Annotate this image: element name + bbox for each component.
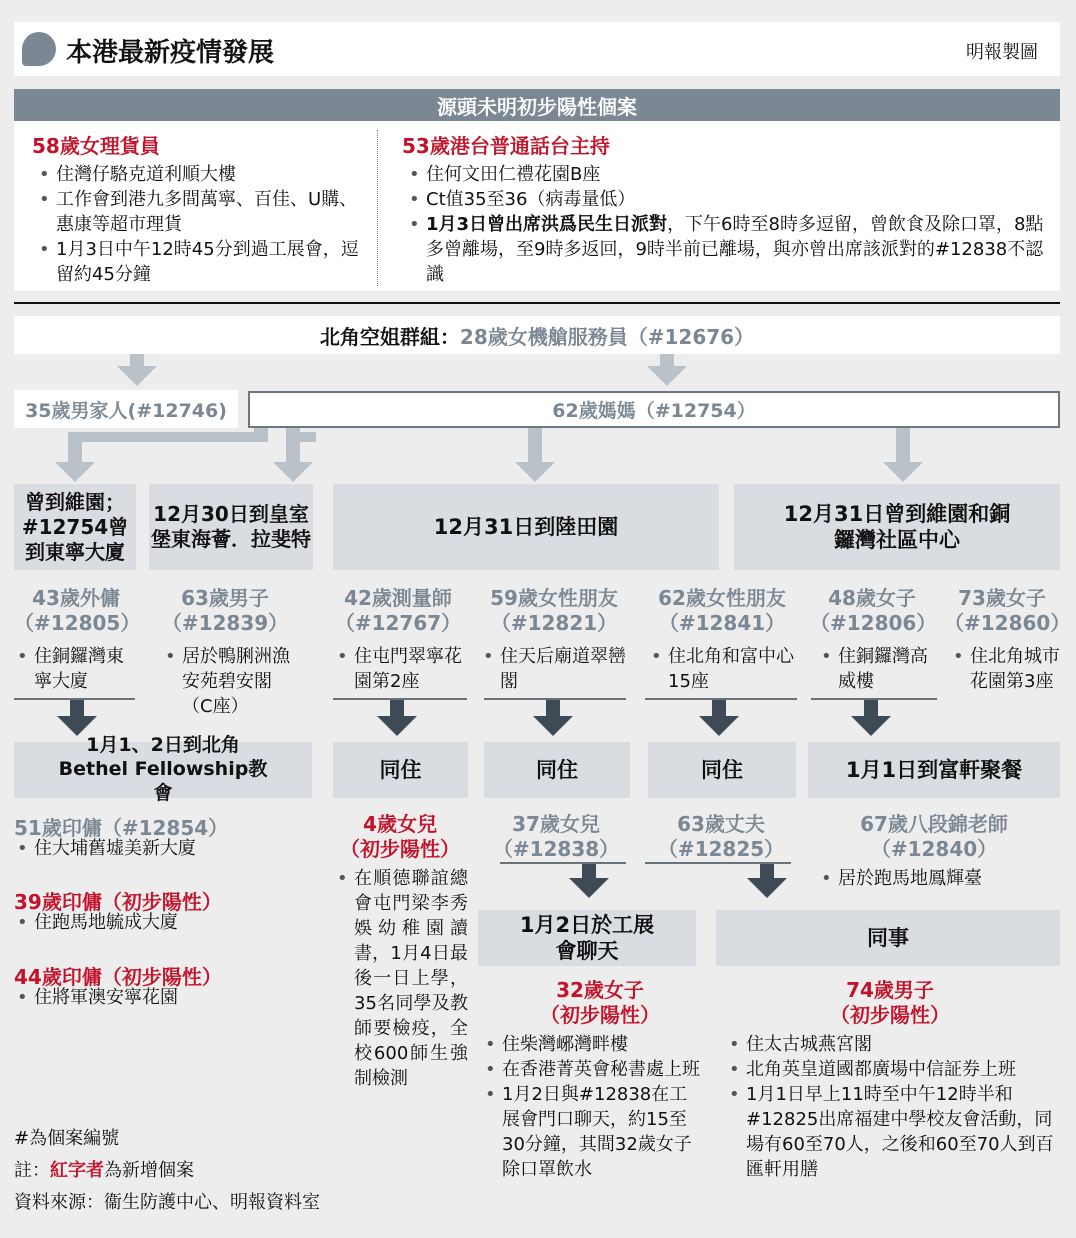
arrow-head [117, 366, 157, 386]
connector-line [390, 700, 404, 718]
bullet-rest: ，下午6時至8時多逗留，曾飲食及除口罩，8點多曾離場，至9時多返回，9時半前已離場，與亦曾出席該派對的#12838不認識 [426, 214, 1044, 285]
footer-legend [14, 1156, 194, 1182]
bullet: • 1月3日中午12時45分到過工展會，逗留約45分鐘 [36, 237, 366, 287]
arrow-head [647, 366, 687, 386]
case-card [160, 586, 290, 636]
note: • 居於鴨脷洲漁安苑碧安閣（C座） [162, 644, 290, 719]
note: • 住銅鑼灣東寧大廈 [14, 644, 136, 694]
connector-line [712, 700, 726, 718]
note: • 住銅鑼灣高威樓 [818, 644, 934, 694]
teacher-id: （#12840） [870, 837, 998, 861]
footer-note: #為個案編號 [14, 1128, 120, 1149]
case-name: 43歲外傭 [32, 586, 120, 610]
connector-line [864, 700, 878, 718]
connector-line [760, 864, 774, 880]
teacher-note [818, 866, 1058, 891]
woman32-card [480, 978, 720, 1028]
daughter4-status: （初步陽性） [340, 837, 460, 861]
speech-bubble-icon [22, 32, 56, 66]
husband63-card [648, 812, 794, 862]
connector-line [896, 428, 910, 464]
live-label: 同住 [379, 757, 422, 782]
connector-line [528, 428, 542, 464]
daughter37-name: 37歲女兒 [512, 812, 600, 836]
arrow-head [569, 878, 609, 898]
daughter37-id: （#12838） [492, 837, 620, 861]
case-id: （#12821） [490, 611, 618, 635]
bullet: • 1月1日早上11時至中午12時半和#12825出席福建中學校友會活動，同場有60至70人，之後和60至70人到百匯軒用膳 [726, 1082, 1060, 1182]
banner-text: 源頭未明初步陽性個案 [437, 94, 637, 119]
daughter37-card [486, 812, 626, 862]
daughter4-note [334, 866, 468, 1091]
dinner-box [808, 742, 1060, 798]
arrow-head [377, 716, 417, 736]
case-name: 73歲女子 [958, 586, 1046, 610]
case-note [334, 644, 462, 694]
case-id: （#12839） [161, 611, 289, 635]
page-title: 本港最新疫情發展 [66, 38, 275, 68]
cluster-bar [14, 316, 1060, 354]
arrow-head [55, 462, 95, 482]
husband-label: 35歲男家人(#12746) [25, 399, 227, 422]
case-bullets [36, 162, 366, 287]
case-bullets [406, 162, 1048, 287]
woman32-status: （初步陽性） [540, 1003, 660, 1027]
husband63-id: （#12825） [657, 837, 785, 861]
connector-line [68, 432, 268, 442]
dotted-divider [377, 130, 378, 286]
legend-red: 紅字者 [50, 1160, 104, 1181]
note: • 住跑馬地毓成大廈 [14, 910, 314, 935]
dinner-label: 1月1日到富軒聚餐 [845, 757, 1023, 782]
venue-box [14, 484, 136, 570]
case-id: （#12841） [658, 611, 786, 635]
woman32-bullets [482, 1032, 700, 1182]
mother-case [248, 391, 1060, 428]
church-case-name: 44歲印傭（初步陽性） [14, 965, 222, 989]
live-label: 同住 [701, 757, 743, 782]
teacher-card [808, 812, 1060, 862]
church-case-note [14, 985, 314, 1010]
case-id: （#12806） [810, 611, 937, 635]
note: • 在順德聯誼總會屯門梁李秀娛幼稚園讀書，1月4日最後一日上學，35名同學及教師要檢疫，全校600師生強制檢測 [334, 866, 468, 1091]
church-case-name: 51歲印傭（#12854） [14, 816, 229, 840]
case-card [334, 586, 462, 636]
case-name: 48歲女子 [828, 586, 916, 610]
live-together-box [333, 742, 468, 798]
case-card [14, 586, 141, 636]
connector-line [286, 432, 300, 464]
case-card [478, 586, 630, 636]
section-divider [14, 302, 1060, 304]
expo-label: 1月2日於工展會聊天 [519, 912, 655, 963]
footer-source: 資料來源：衞生防護中心、明報資料室 [14, 1192, 320, 1213]
bullet: • 在香港菁英會秘書處上班 [482, 1057, 700, 1082]
church-box [14, 734, 312, 804]
case-id: （#12860） [944, 611, 1071, 635]
case-note [950, 644, 1060, 694]
note: • 住北角城市花園第3座 [950, 644, 1060, 694]
venue-box [149, 484, 313, 570]
case-title: 58歲女理貨員 [32, 134, 160, 158]
venue-label: 12月31日曾到維園和銅鑼灣社區中心 [783, 501, 1011, 552]
bullet: • 1月2日與#12838在工展會門口聊天，約15至30分鐘，其間32歲女子除口罩飲水 [482, 1082, 700, 1182]
bullet: • 住太古城燕宮閣 [726, 1032, 1060, 1057]
man74-card [740, 978, 1040, 1028]
bullet: • Ct值35至36（病毒量低） [406, 187, 1048, 212]
case-name: 63歲男子 [181, 586, 269, 610]
legend-post: 為新增個案 [104, 1160, 194, 1181]
church-case-name: 39歲印傭（初步陽性） [14, 890, 222, 914]
case-note [14, 644, 136, 694]
note: • 住北角和富中心15座 [648, 644, 802, 694]
arrow-head [57, 716, 97, 736]
woman32-name: 32歲女子 [556, 978, 644, 1002]
daughter4-name: 4歲女兒 [363, 812, 437, 836]
husband63-name: 63歲丈夫 [677, 812, 765, 836]
arrow-head [515, 462, 555, 482]
case-name: 62歲女性朋友 [658, 586, 786, 610]
connector-line [68, 432, 82, 464]
bullet: • 住灣仔駱克道利順大樓 [36, 162, 366, 187]
teacher-name: 67歲八段錦老師 [860, 812, 1008, 836]
venue-box [734, 484, 1060, 570]
husband-case [14, 390, 238, 428]
connector-line [130, 352, 144, 366]
colleague-box [716, 910, 1060, 966]
connector-line [660, 352, 674, 366]
arrow-head [699, 716, 739, 736]
venue-label: 曾到維園；#12754曾到東寧大廈 [21, 489, 129, 564]
cluster-label: 北角空姐群組： [319, 324, 460, 349]
arrow-head [883, 462, 923, 482]
note: • 住將軍澳安寧花園 [14, 985, 314, 1010]
bullet [406, 212, 1048, 287]
note: • 住屯門翠寧花園第2座 [334, 644, 462, 694]
bullet: • 工作會到港九多間萬寧、百佳、U購、惠康等超市理貨 [36, 187, 366, 237]
connector-line [546, 700, 560, 718]
case-note [818, 644, 934, 694]
church-case-note [14, 836, 314, 861]
connector-line [582, 864, 596, 880]
church-case-note [14, 910, 314, 935]
bullet: • 住何文田仁禮花園B座 [406, 162, 1048, 187]
case-title: 53歲港台普通話台主持 [402, 134, 610, 158]
bullet: • 北角英皇道國都廣場中信証券上班 [726, 1057, 1060, 1082]
case-name: 59歲女性朋友 [490, 586, 618, 610]
man74-name: 74歲男子 [846, 978, 934, 1002]
man74-status: （初步陽性） [830, 1003, 950, 1027]
case-name: 42歲測量師 [344, 586, 452, 610]
expo-box [478, 910, 696, 966]
case-card [944, 586, 1071, 636]
case-card [810, 586, 937, 636]
note: • 住天后廟道翠巒閣 [480, 644, 626, 694]
cluster-case: 28歲女機艙服務員（#12676） [459, 324, 755, 349]
colleague-label: 同事 [867, 925, 909, 950]
live-label: 同住 [536, 757, 578, 782]
note: • 居於跑馬地鳳輝臺 [818, 866, 1058, 891]
venue-box [333, 484, 719, 570]
bullet-bold: 1月3日曾出席洪爲民生日派對 [426, 214, 668, 235]
venue-label: 12月30日到皇室堡東海薈．拉斐特 [151, 502, 311, 551]
arrow-head [533, 716, 573, 736]
case-card [642, 586, 802, 636]
connector-line [70, 700, 84, 718]
arrow-head [273, 462, 313, 482]
case-id: （#12767） [334, 611, 462, 635]
venue-label: 12月31日到陸田園 [433, 514, 619, 539]
legend-pre: 註： [14, 1160, 50, 1181]
man74-bullets [726, 1032, 1060, 1182]
case-id: （#12805） [14, 611, 141, 635]
case-note [480, 644, 626, 694]
daughter4-card [330, 812, 470, 862]
case-note [648, 644, 802, 694]
credit: 明報製圖 [966, 42, 1038, 63]
source-unknown-banner [14, 89, 1060, 121]
mother-label: 62歲媽媽（#12754） [552, 400, 756, 422]
bullet: • 住柴灣峫灣畔樓 [482, 1032, 700, 1057]
church-label: 1月1、2日到北角Bethel Fellowship教會 [58, 734, 268, 804]
case-note [162, 644, 290, 719]
note: • 住大埔舊墟美新大廈 [14, 836, 314, 861]
live-together-box [648, 742, 796, 798]
arrow-head [851, 716, 891, 736]
arrow-head [747, 878, 787, 898]
live-together-box [484, 742, 630, 798]
